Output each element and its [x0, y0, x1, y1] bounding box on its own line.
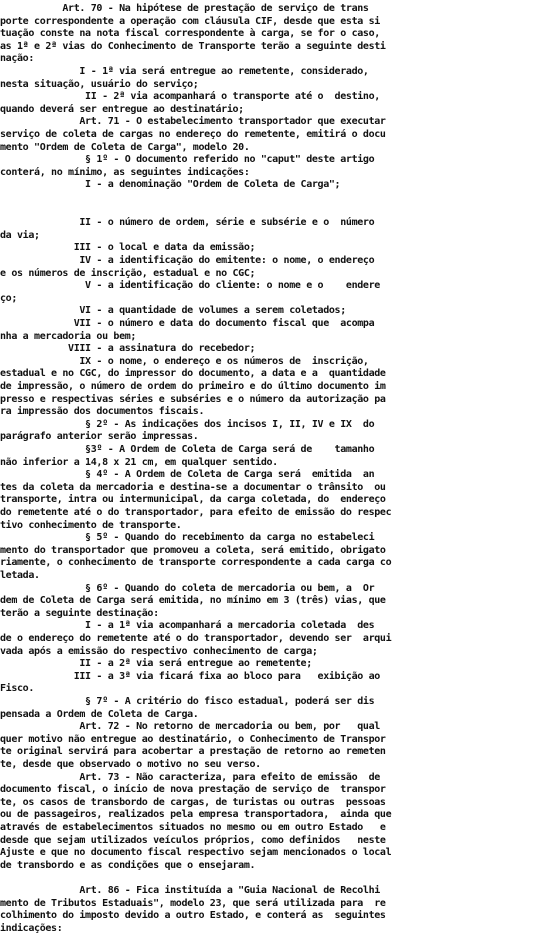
text-line: tivo conhecimento de transporte. — [0, 519, 182, 531]
text-line: II - a 2ª via será entregue ao remetente; — [0, 658, 312, 670]
text-line: VI - a quantidade de volumes a serem coletados; — [0, 305, 346, 317]
text-line: III - a 3ª via ficará fixa ao bloco para exibição ao — [0, 670, 380, 682]
text-line: §3º - A Ordem de Coleta de Carga será de tamanho — [0, 444, 375, 455]
text-line: terão a seguinte destinação: — [0, 607, 159, 619]
text-line: I - 1ª via será entregue ao remetente, considerado, — [0, 66, 369, 77]
text-line: de impressão, o número de ordem do primeiro e do último documento im — [0, 381, 386, 392]
text-line: § 4º - A Ordem de Coleta de Carga será emitida an — [0, 469, 375, 481]
text-line: Art. 72 - No retorno de mercadoria ou bem, por qual — [0, 721, 380, 733]
text-line: do remetente até o do transportador, para efeito de emissão do respec — [0, 507, 392, 518]
text-line: mento de Tributos Estaduais", modelo 23, que será utilizada para re — [0, 897, 386, 909]
text-line — [0, 191, 538, 204]
text-line — [0, 204, 538, 217]
text-line: Ajuste e que no documento fiscal respectivo sejam mencionados o local — [0, 847, 392, 859]
text-line: e os números de inscrição, estadual e no CGC; — [0, 267, 256, 279]
text-line: Art. 86 - Fica instituída a "Guia Nacional de Recolhi — [0, 885, 380, 896]
text-line: serviço de coleta de cargas no endereço do remetente, emitirá o docu — [0, 129, 386, 140]
text-line: desde que sejam utilizados veículos próprios, como definidos neste — [0, 834, 386, 846]
text-line: indicações: — [0, 922, 63, 934]
text-line: VIII - a assinatura do recebedor; — [0, 343, 256, 355]
text-line: as 1ª e 2ª vias do Conhecimento de Transporte terão a seguinte desti — [0, 40, 386, 52]
text-line: vada após a emissão do respectivo conhecimento de carga; — [0, 645, 318, 657]
text-line: mento "Ordem de Coleta de Carga", modelo 20. — [0, 141, 250, 153]
text-line: colhimento do imposto devido a outro Estado, e conterá as seguintes — [0, 910, 386, 922]
text-line: Art. 71 - O estabelecimento transportador que executar — [0, 116, 386, 128]
text-line: pensada a Ordem de Coleta de Carga. — [0, 708, 199, 720]
text-line: ra impressão dos documentos fiscais. — [0, 406, 205, 418]
text-line: III - o local e data da emissão; — [0, 242, 256, 254]
text-line: de o endereço do remetente até o do transportador, devendo ser arqui — [0, 633, 392, 644]
text-line: IX - o nome, o endereço e os números de inscrição, — [0, 355, 369, 367]
text-line: letada. — [0, 570, 40, 581]
text-line: Art. 70 - Na hipótese de prestação de serviço de trans — [0, 3, 369, 14]
text-line: ço; — [0, 292, 18, 304]
text-line: Art. 73 - Não caracteriza, para efeito de emissão de — [0, 771, 380, 783]
text-line: através de estabelecimentos situados no mesmo ou em outro Estado e — [0, 822, 386, 833]
text-line: estadual e no CGC, do impressor do documento, a data e a quantidade — [0, 368, 386, 380]
text-line: nação: — [0, 53, 35, 65]
text-line: nha a mercadoria ou bem; — [0, 330, 137, 342]
text-line: § 6º - Quando do coleta de mercadoria ou bem, a Or — [0, 582, 375, 594]
text-line: IV - a identificação do emitente: o nome, o endereço — [0, 255, 375, 266]
text-line: I - a denominação "Ordem de Coleta de Carga"; — [0, 179, 341, 191]
text-line: te original servirá para acobertar a prestação de retorno ao remeten — [0, 746, 386, 758]
text-line: não inferior a 14,8 x 21 cm, em qualquer sentido. — [0, 456, 278, 468]
text-line — [0, 871, 538, 884]
text-line: presso e respectivas séries e subséries e o número da autorização pa — [0, 393, 386, 405]
text-line: documento fiscal, o início de nova prestação de serviço de transpor — [0, 784, 386, 796]
text-line: conterá, no mínimo, as seguintes indicações: — [0, 166, 250, 178]
text-line: II - o número de ordem, série e subsérie e o número — [0, 217, 375, 229]
text-line: quando deverá ser entregue ao destinatário; — [0, 103, 244, 115]
text-line: mento do transportador que promoveu a coleta, será emitido, obrigato — [0, 544, 386, 556]
text-line: VII - o número e data do documento fiscal que acompa — [0, 318, 375, 329]
text-line: V - a identificação do cliente: o nome e o endere — [0, 280, 380, 292]
text-line: transporte, intra ou intermunicipal, da carga coletada, do endereço — [0, 494, 386, 506]
text-line: § 1º - O documento referido no "caput" deste artigo — [0, 154, 375, 166]
text-line: dem de Coleta de Carga será emitida, no mínimo em 3 (três) vias, que — [0, 595, 386, 607]
text-line: riamente, o conhecimento de transporte correspondente a cada carga co — [0, 557, 392, 569]
text-line: § 2º - As indicações dos incisos I, II, IV e IX do — [0, 418, 375, 430]
text-line: ou de passageiros, realizados pela empresa transportadora, ainda que — [0, 809, 392, 821]
text-line: Fisco. — [0, 683, 35, 695]
text-line: tuação conste na nota fiscal correspondente à carga, se for o caso, — [0, 28, 380, 40]
text-line: te, desde que observado o motivo no seu verso. — [0, 759, 261, 770]
text-line: quer motivo não entregue ao destinatário, o Conhecimento de Transpor — [0, 733, 386, 745]
text-line: nesta situação, usuário do serviço; — [0, 78, 199, 90]
text-line: I - a 1ª via acompanhará a mercadoria coletada des — [0, 620, 375, 632]
text-line: da via; — [0, 229, 40, 241]
text-line: § 7º - A critério do fisco estadual, poderá ser dis — [0, 696, 375, 707]
text-line: de transbordo e as condições que o ensejaram. — [0, 859, 256, 871]
text-line: parágrafo anterior serão impressas. — [0, 431, 199, 443]
text-line: tes da coleta da mercadoria e destina-se a documentar o trânsito ou — [0, 481, 386, 493]
text-line: § 5º - Quando do recebimento da carga no estabeleci — [0, 532, 375, 544]
text-line: te, os casos de transbordo de cargas, de turistas ou outras pessoas — [0, 796, 386, 808]
text-line: porte correspondente a operação com cláusula CIF, desde que esta si — [0, 15, 380, 27]
text-line: II - 2ª via acompanhará o transporte até o destino, — [0, 91, 380, 103]
